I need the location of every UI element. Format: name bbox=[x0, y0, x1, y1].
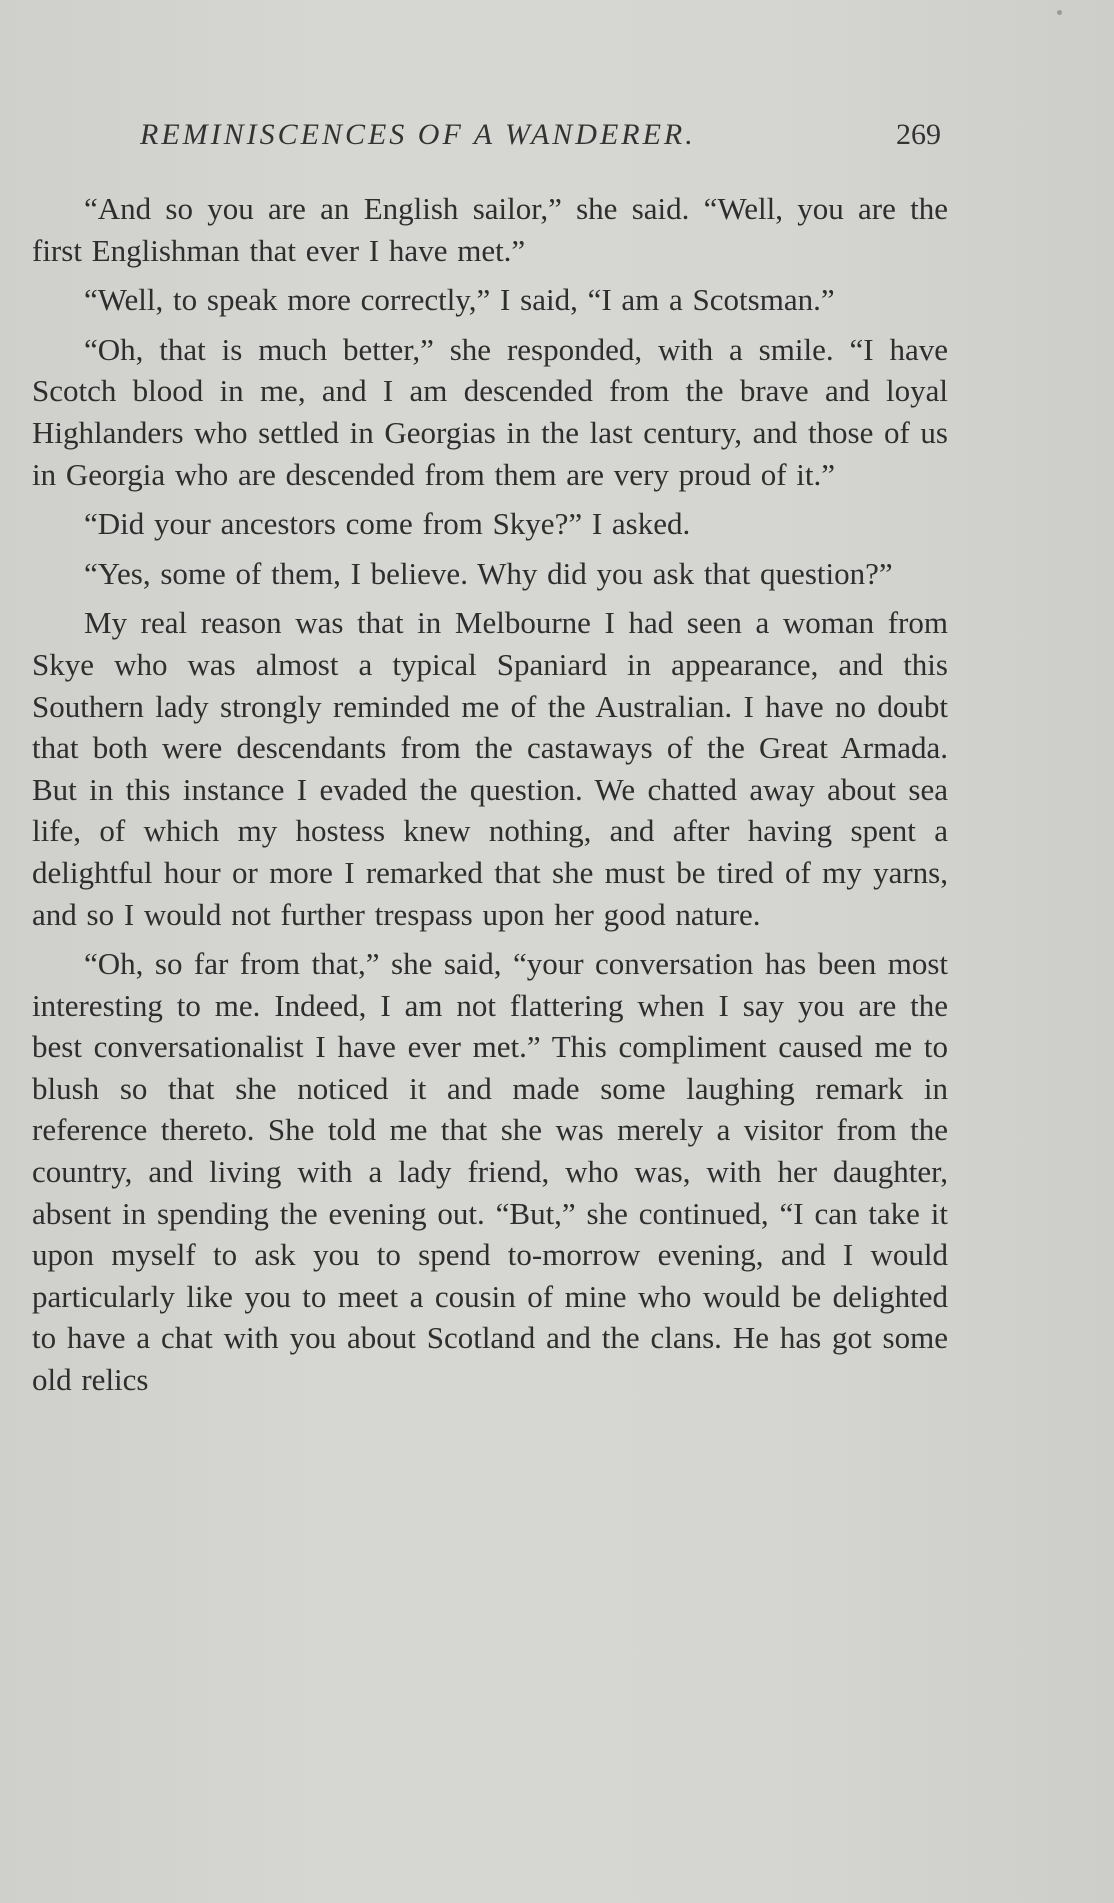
paper-speck bbox=[1057, 10, 1062, 15]
paragraph: “Did your ancestors come from Skye?” I asked. bbox=[84, 506, 691, 542]
paragraph: “Oh, that is much better,” she responded, with a smile. “I have Scotch blood in me, and I am descended from the brave and loyal Highlanders who settled in Georgias in the last century, and those of us in Georgia who are descended from them are very proud of it.” bbox=[32, 331, 948, 492]
page-number: 269 bbox=[896, 118, 941, 151]
body-text bbox=[32, 188, 948, 1401]
paragraph: “Yes, some of them, I believe. Why did you ask that question?” bbox=[84, 555, 893, 591]
paragraph: “Well, to speak more correctly,” I said, “I am a Scotsman.” bbox=[84, 282, 835, 318]
page-header bbox=[140, 118, 945, 158]
running-title: REMINISCENCES OF A WANDERER. bbox=[140, 118, 696, 151]
paragraph: “And so you are an English sailor,” she said. “Well, you are the first Englishman that ever I have met.” bbox=[32, 191, 948, 268]
paragraph: My real reason was that in Melbourne I had seen a woman from Skye who was almost a typical Spaniard in appearance, and this Southern lady strongly reminded me of the Australian. I have no doubt that both were descendants from the castaways of the Great Armada. But in this instance I evaded the question. We chatted away about sea life, of which my hostess knew nothing, and after having spent a delightful hour or more I remarked that she must be tired of my yarns, and so I would not further trespass upon her good nature. bbox=[32, 605, 948, 932]
paragraph: “Oh, so far from that,” she said, “your conversation has been most interesting to me. Indeed, I am not flattering when I say you are the best conversationalist I have ever met.” This compliment caused me to blush so that she noticed it and made some laughing remark in reference thereto. She told me that she was merely a visitor from the country, and living with a lady friend, who was, with her daughter, absent in spending the evening out. “But,” she continued, “I can take it upon myself to ask you to spend to-morrow evening, and I would particularly like you to meet a cousin of mine who would be delighted to have a chat with you about Scotland and the clans. He has got some old relics bbox=[32, 946, 948, 1398]
